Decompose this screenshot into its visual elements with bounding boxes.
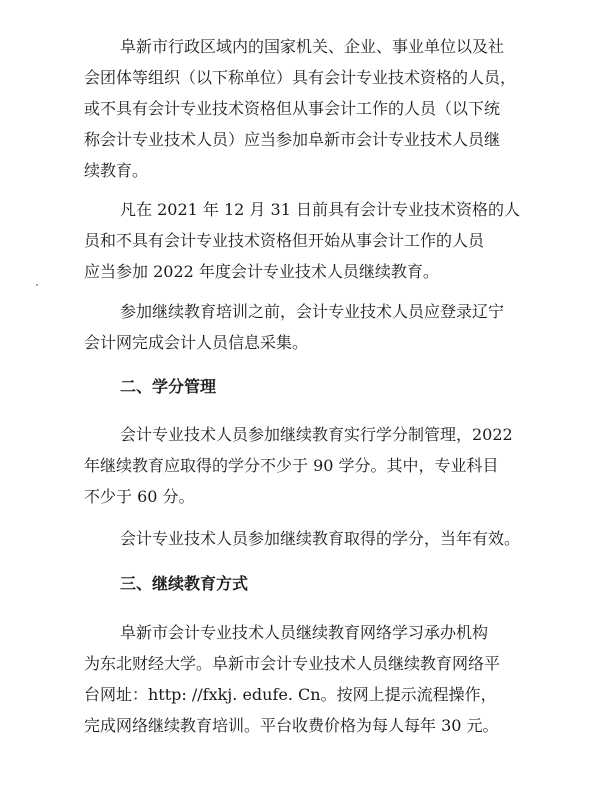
paragraph-6-line-4: 完成网络继续教育培训。平台收费价格为每人每年 30 元。: [84, 716, 499, 735]
paragraph-6-line-2: 为东北财经大学。阜新市会计专业技术人员继续教育网络平: [84, 654, 501, 673]
scan-speck-mark: [36, 284, 38, 286]
paragraph-1-line-4: 称会计专业技术人员）应当参加阜新市会计专业技术人员继: [84, 130, 501, 149]
paragraph-5-line-1: 会计专业技术人员参加继续教育取得的学分，当年有效。: [120, 529, 521, 548]
section-heading-credits: 二、学分管理: [120, 377, 217, 396]
paragraph-1-line-5: 续教育。: [84, 161, 149, 180]
paragraph-1-line-1: 阜新市行政区域内的国家机关、企业、事业单位以及社: [120, 37, 505, 56]
paragraph-2-line-2: 员和不具有会计专业技术资格但开始从事会计工作的人员: [84, 231, 485, 250]
paragraph-2-line-3: 应当参加 2022 年度会计专业技术人员继续教育。: [84, 262, 439, 281]
paragraph-6-line-1: 阜新市会计专业技术人员继续教育网络学习承办机构: [120, 623, 489, 642]
section-heading-method: 三、继续教育方式: [120, 574, 249, 593]
paragraph-4-line-2: 年继续教育应取得的学分不少于 90 学分。其中，专业科目: [84, 456, 499, 475]
paragraph-1-line-3: 或不具有会计专业技术资格但从事会计工作的人员（以下统: [84, 99, 501, 118]
paragraph-2-line-1: 凡在 2021 年 12 月 31 日前具有会计专业技术资格的人: [120, 200, 520, 219]
paragraph-3-line-2: 会计网完成会计人员信息采集。: [84, 333, 309, 352]
paragraph-3-line-1: 参加继续教育培训之前，会计专业技术人员应登录辽宁: [120, 302, 505, 321]
paragraph-1-line-2: 会团体等组织（以下称单位）具有会计专业技术资格的人员，: [84, 68, 517, 87]
paragraph-6-line-3: 台网址：http: //fxkj. edufe. Cn。按网上提示流程操作，: [84, 685, 497, 704]
paragraph-4-line-3: 不少于 60 分。: [84, 487, 195, 506]
paragraph-4-line-1: 会计专业技术人员参加继续教育实行学分制管理，2022: [120, 425, 513, 444]
